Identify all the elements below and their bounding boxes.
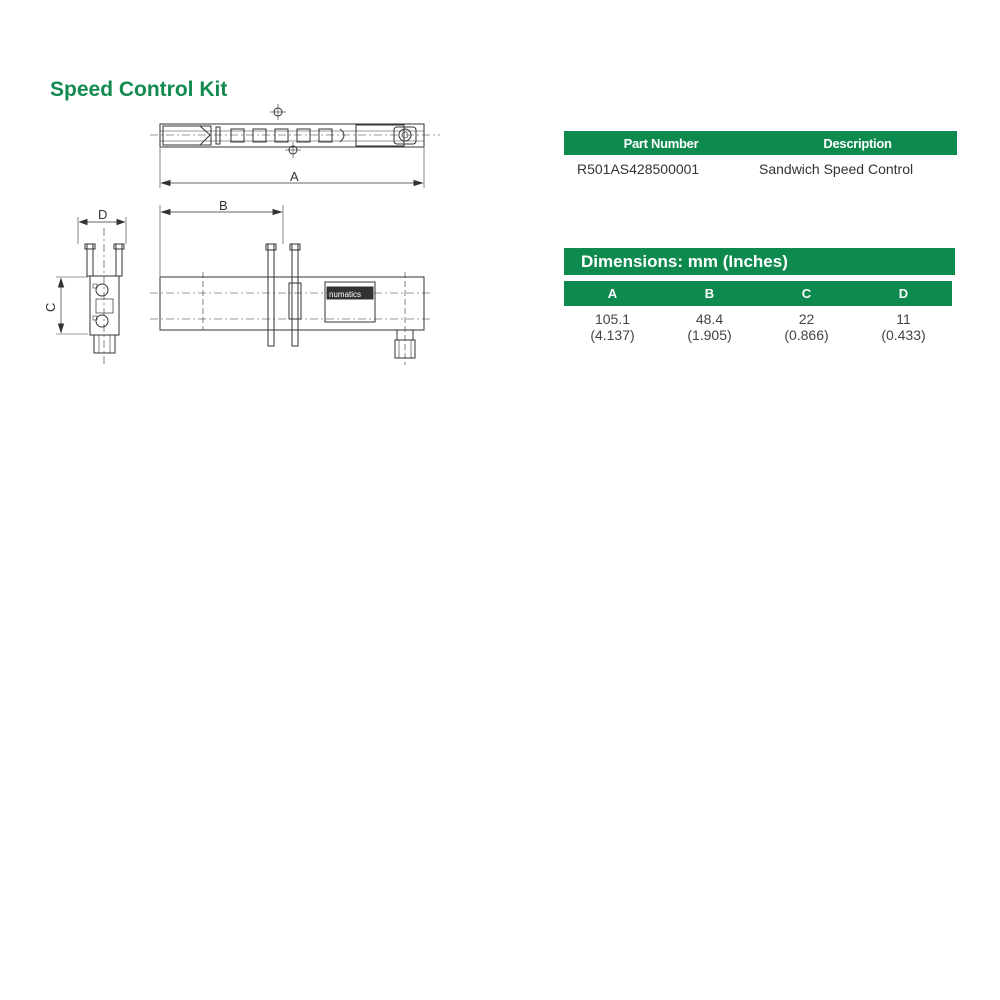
dim-d-inches: (0.433) — [881, 327, 926, 343]
dim-b-mm: 48.4 — [695, 311, 724, 327]
table-row — [564, 155, 957, 178]
dim-header-a: A — [564, 281, 661, 306]
dimension-d-label: D — [98, 207, 108, 222]
dim-value-c — [758, 306, 855, 344]
part-table-header — [564, 131, 957, 155]
dim-header-d: D — [855, 281, 952, 306]
description-cell: Sandwich Speed Control — [759, 161, 914, 177]
technical-drawing — [0, 0, 560, 380]
dimensions-grid — [564, 281, 952, 344]
dimensions-title: Dimensions: mm (Inches) — [564, 248, 955, 275]
dim-value-b — [661, 306, 758, 344]
end-view — [85, 228, 124, 365]
dim-b-inches: (1.905) — [687, 327, 732, 343]
dimension-c — [56, 277, 88, 334]
dimensions-table — [564, 248, 955, 344]
dim-value-a — [564, 306, 661, 344]
dimension-a-label: A — [290, 169, 299, 184]
top-view — [150, 104, 440, 158]
dim-a-inches: (4.137) — [590, 327, 635, 343]
part-table — [564, 131, 957, 178]
page-title: Speed Control Kit — [50, 78, 228, 101]
logo: numatics — [329, 290, 362, 299]
table-row — [564, 306, 952, 344]
dimension-b-label: B — [219, 198, 228, 213]
dim-c-mm: 22 — [798, 311, 815, 327]
dim-header-b: B — [661, 281, 758, 306]
dim-value-d — [855, 306, 952, 344]
dimension-c-label: C — [43, 302, 58, 312]
part-number-header: Part Number — [564, 131, 758, 155]
dimensions-header-row — [564, 281, 952, 306]
dim-c-inches: (0.866) — [784, 327, 829, 343]
dimension-b — [160, 205, 283, 276]
description-header: Description — [758, 131, 957, 155]
side-view — [150, 244, 430, 365]
dim-header-c: C — [758, 281, 855, 306]
dim-d-mm: 11 — [896, 311, 911, 327]
dim-a-mm: 105.1 — [594, 311, 631, 327]
part-number-cell: R501AS428500001 — [577, 161, 700, 177]
